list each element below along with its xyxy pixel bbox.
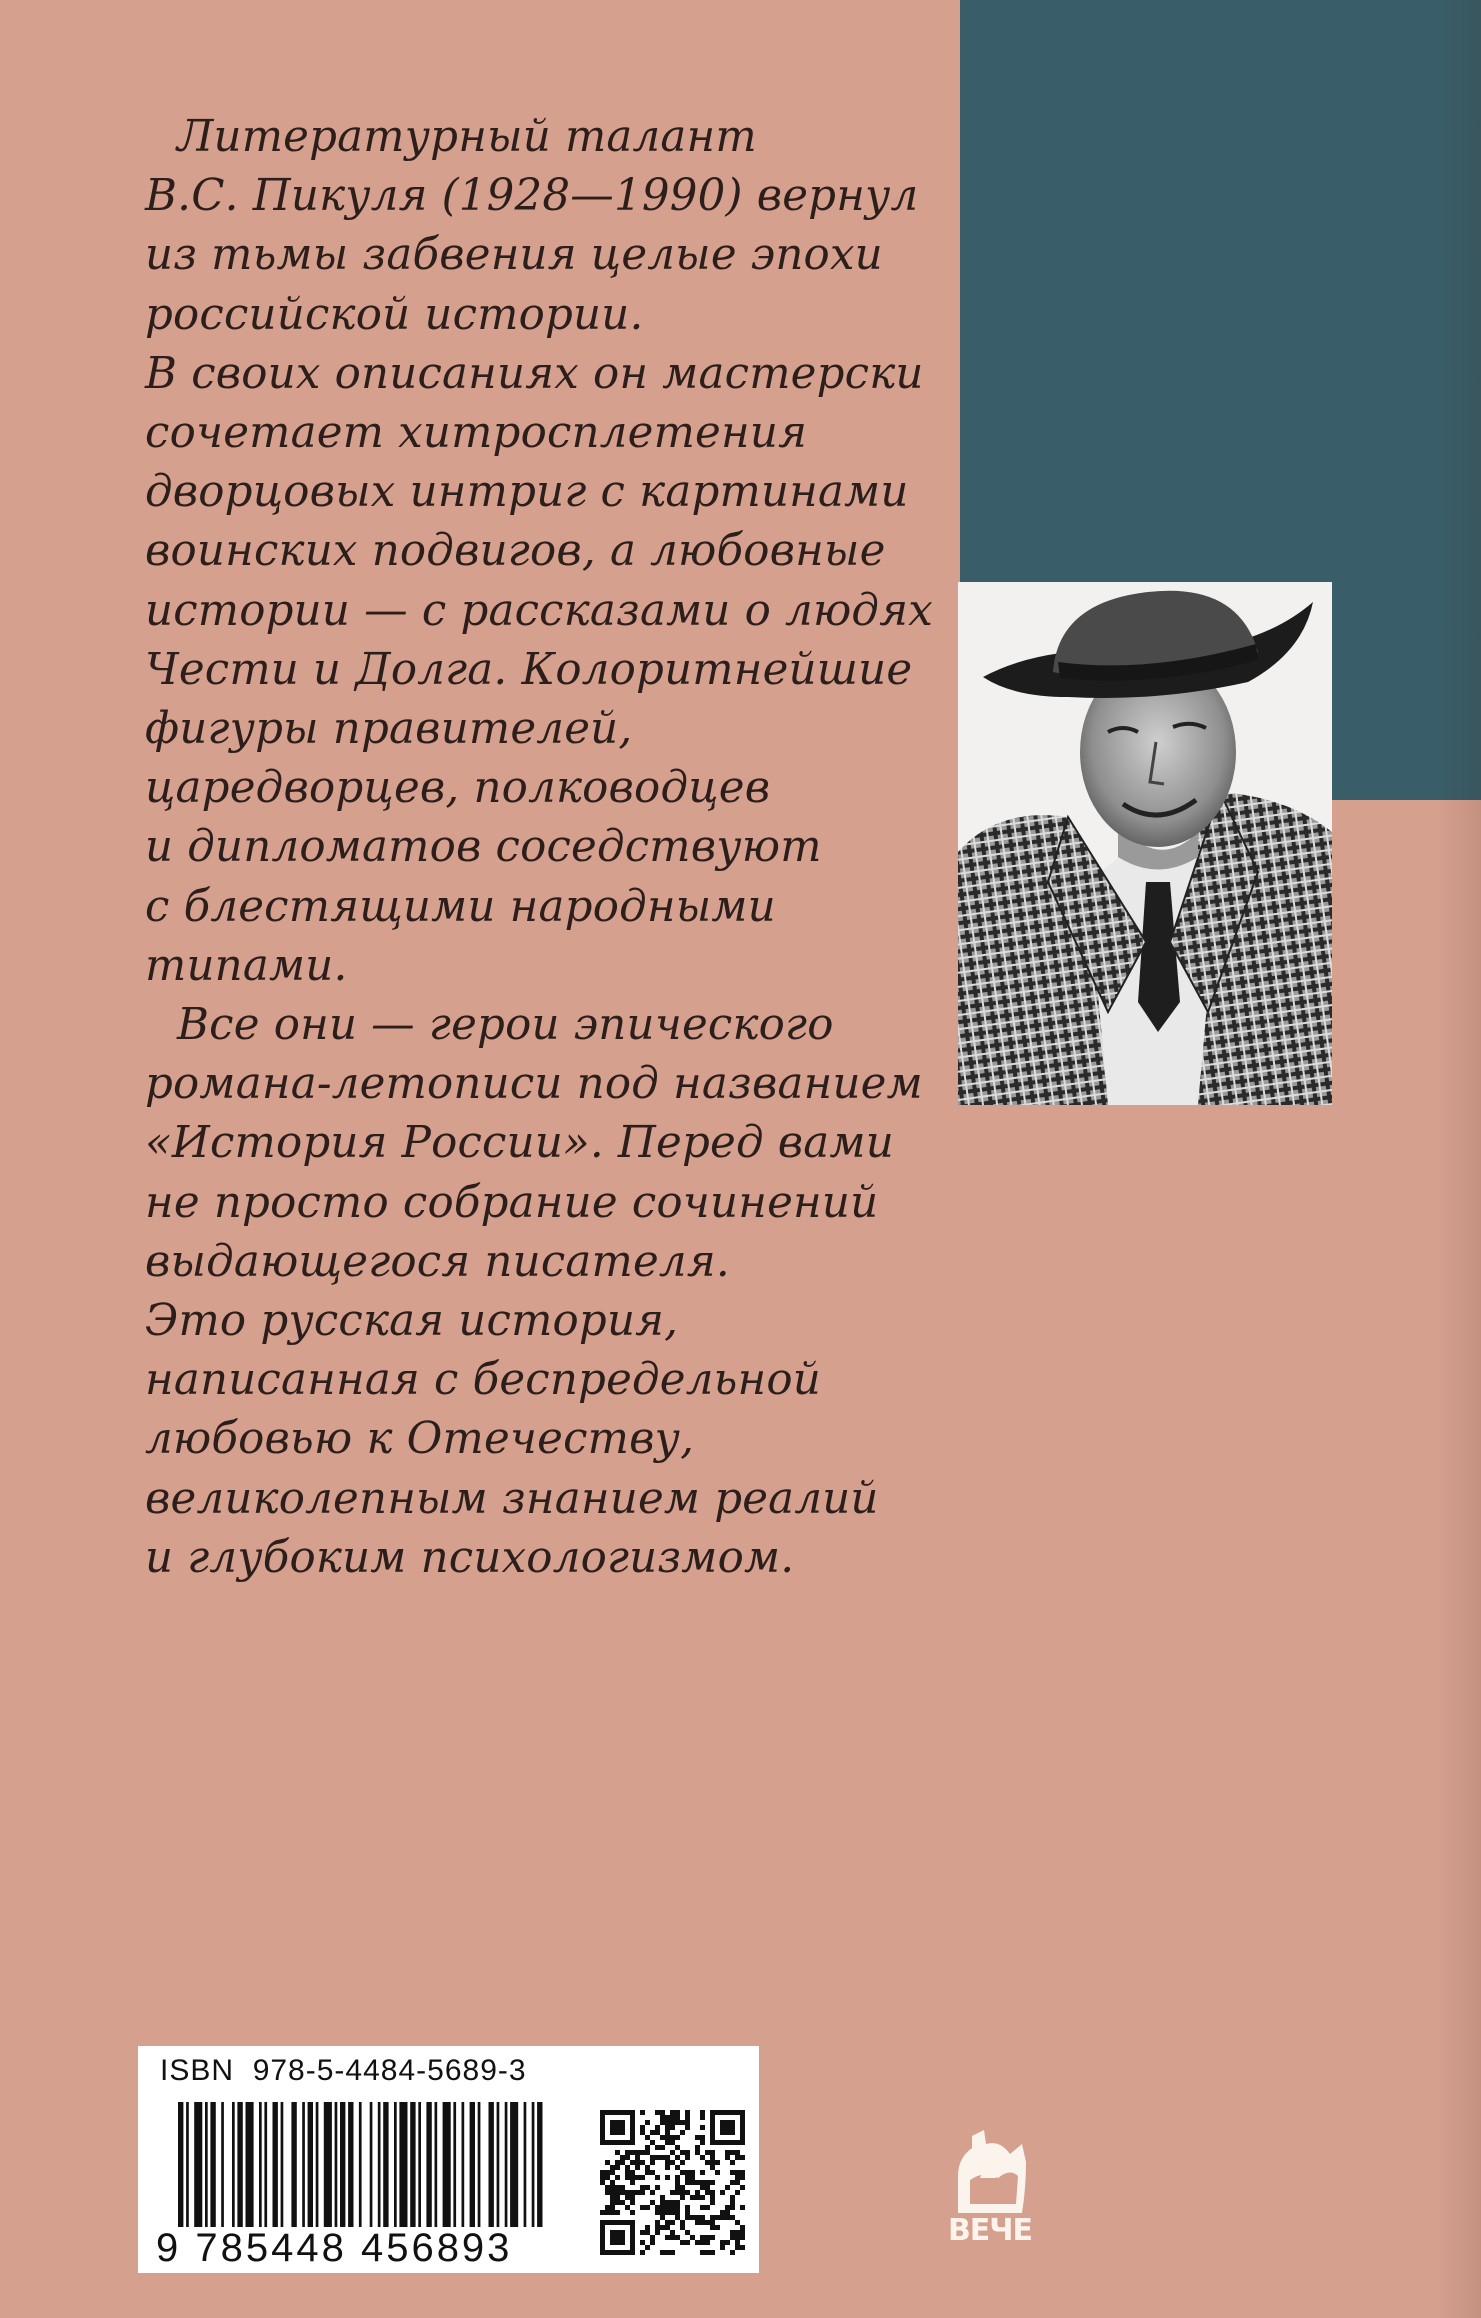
- blurb-text: [145, 108, 965, 1588]
- author-photo: [958, 582, 1332, 1105]
- publisher-logo: [940, 2118, 1040, 2253]
- blurb-line: романа-летописи под названием: [145, 1059, 923, 1110]
- blurb-line: из тьмы забвения целые эпохи: [145, 230, 883, 281]
- blurb-line: не просто собрание сочинений: [145, 1177, 879, 1228]
- blurb-line: В.С. Пикуля (1928—1990) вернул: [145, 171, 919, 222]
- blurb-line: любовью к Отечеству,: [145, 1414, 695, 1465]
- isbn-barcode-label: [138, 2046, 759, 2273]
- blurb-line: В своих описаниях он мастерски: [145, 348, 924, 399]
- blurb-line: написанная с беспредельной: [145, 1355, 821, 1406]
- barcode-image: [178, 2102, 578, 2227]
- blurb-line: Это русская история,: [145, 1296, 679, 1347]
- blurb-line: Все они — герои эпического: [177, 1000, 834, 1051]
- blurb-line: выдающегося писателя.: [145, 1236, 730, 1287]
- blurb-line: Литературный талант: [177, 112, 757, 162]
- qr-code-image: [600, 2110, 745, 2260]
- barcode-digits: 9 785448 456893: [156, 2226, 513, 2270]
- blurb-line: и глубоким психологизмом.: [145, 1532, 795, 1583]
- blurb-line: воинских подвигов, а любовные: [145, 526, 886, 577]
- blurb-line: и дипломатов соседствуют: [145, 822, 822, 873]
- blurb-line: «История России». Перед вами: [145, 1118, 894, 1169]
- blurb-line: фигуры правителей,: [145, 704, 633, 755]
- blurb-line: сочетает хитросплетения: [145, 408, 808, 459]
- blurb-line: истории — с рассказами о людях: [145, 585, 933, 636]
- blurb-line: великолепным знанием реалий: [145, 1473, 879, 1524]
- isbn-number: ISBN 978-5-4484-5689-3: [160, 2054, 527, 2087]
- author-portrait-image: [958, 582, 1332, 1105]
- spine-shadow: [1436, 0, 1481, 2318]
- blurb-line: типами.: [145, 940, 348, 991]
- blurb-line: российской истории.: [145, 289, 644, 340]
- blurb-line: с блестящими народными: [145, 881, 776, 932]
- blurb-line: Чести и Долга. Колоритнейшие: [145, 644, 913, 695]
- publisher-name: ВЕЧЕ: [947, 2213, 1033, 2248]
- blurb-line: царедворцев, полководцев: [145, 763, 771, 814]
- blurb-line: дворцовых интриг с картинами: [145, 467, 909, 518]
